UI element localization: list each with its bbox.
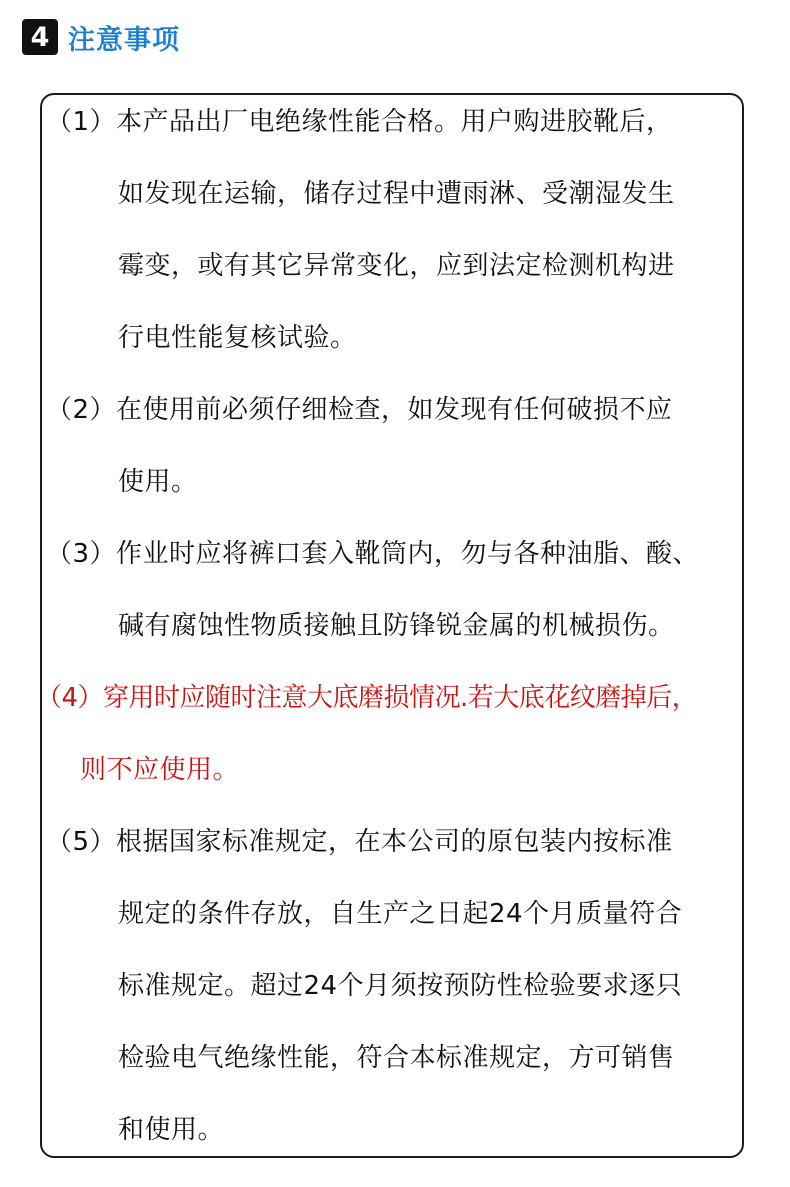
item-4-line-2: 则不应使用。 [80, 755, 240, 785]
item-1-line-4: 行电性能复核试验。 [118, 323, 357, 353]
item-5-line-4: 检验电气绝缘性能，符合本标准规定，方可销售 [118, 1043, 675, 1073]
item-1-line-3: 霉变，或有其它异常变化，应到法定检测机构进 [118, 251, 675, 281]
item-5-line-5: 和使用。 [118, 1115, 225, 1145]
item-2-line-2: 使用。 [118, 467, 198, 497]
section-title: 注意事项 [68, 24, 180, 56]
item-5-line-1: （5）根据国家标准规定，在本公司的原包装内按标准 [46, 827, 673, 857]
item-5-line-2: 规定的条件存放，自生产之日起24个月质量符合 [118, 899, 683, 929]
item-4-line-1: （4）穿用时应随时注意大底磨损情况.若大底花纹磨掉后， [36, 683, 698, 713]
item-1-line-2: 如发现在运输，储存过程中遭雨淋、受潮湿发生 [118, 179, 675, 209]
section-header [22, 19, 180, 55]
item-5-line-3: 标准规定。超过24个月须按预防性检验要求逐只 [118, 971, 683, 1001]
item-3-line-2: 碱有腐蚀性物质接触且防锋锐金属的机械损伤。 [118, 611, 675, 641]
section-number-badge: 4 [22, 19, 58, 55]
item-3-line-1: （3）作业时应将裤口套入靴筒内，勿与各种油脂、酸、 [46, 539, 700, 569]
item-2-line-1: （2）在使用前必须仔细检查，如发现有任何破损不应 [46, 395, 673, 425]
item-1-line-1: （1）本产品出厂电绝缘性能合格。用户购进胶靴后， [46, 107, 673, 137]
